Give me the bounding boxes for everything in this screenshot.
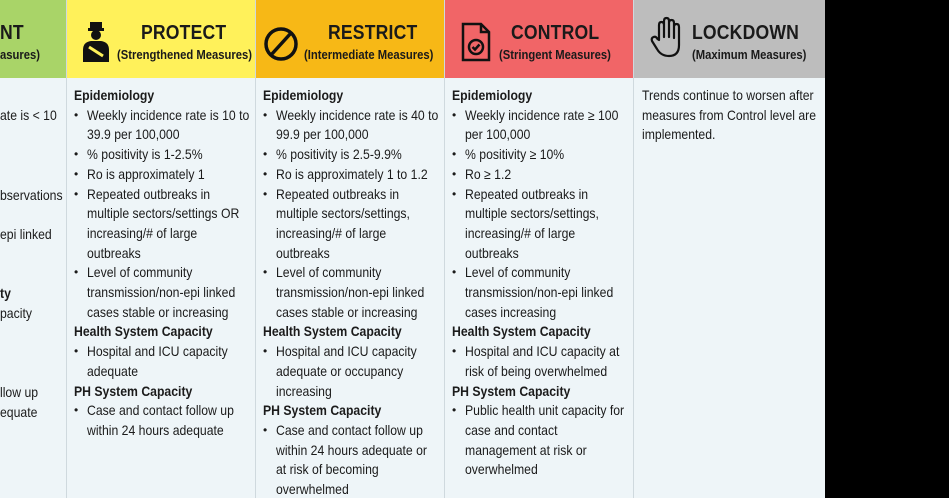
protect-epi-list (74, 106, 254, 323)
column-partial (0, 0, 66, 498)
guard-icon (77, 20, 115, 64)
partial-line: ty (0, 286, 11, 301)
header-protect-subtitle: (Strengthened Measures) (117, 48, 253, 62)
list-item: • % positivity is 2.5-9.9% (263, 145, 443, 165)
control-hs-list (452, 342, 632, 381)
restrict-hs-heading: Health System Capacity (263, 324, 402, 340)
control-hs-heading: Health System Capacity (452, 324, 591, 340)
partial-line: pacity (0, 306, 32, 321)
list-item: • Hospital and ICU capacity adequate (74, 342, 254, 381)
control-epi-heading: Epidemiology (452, 88, 533, 103)
list-item: • Ro is approximately 1 (74, 165, 254, 185)
partial-line: llow up (0, 385, 39, 400)
list-item: • Ro is approximately 1 to 1.2 (263, 165, 443, 185)
header-restrict-subtitle: (Intermediate Measures) (304, 48, 434, 62)
list-item: • Case and contact follow up within 24 hours adequate (74, 401, 254, 440)
protect-epi-heading: Epidemiology (74, 88, 155, 103)
protect-hs-heading: Health System Capacity (74, 324, 213, 340)
list-item: • Public health unit capacity for case and contact management at risk or overwhelmed (452, 401, 632, 480)
column-restrict (255, 0, 445, 498)
lockdown-line: measures from Control level are (642, 107, 817, 123)
header-lockdown-subtitle: (Maximum Measures) (692, 48, 807, 62)
protect-hs-list (74, 342, 254, 381)
header-protect (67, 0, 256, 78)
list-item: • % positivity ≥ 10% (452, 145, 632, 165)
lockdown-line: Trends continue to worsen after (642, 88, 814, 103)
header-lockdown-title: LOCKDOWN (692, 22, 800, 44)
restrict-epi-list (263, 106, 443, 323)
header-partial-title: NT (0, 22, 24, 44)
header-protect-title: PROTECT (141, 22, 227, 44)
list-item: • Repeated outbreaks in multiple sectors/settings, increasing/# of large outbreaks (263, 185, 443, 264)
restrict-ph-list (263, 421, 443, 498)
header-restrict (256, 0, 445, 78)
list-item: • Hospital and ICU capacity adequate or occupancy increasing (263, 342, 443, 401)
list-item: • Weekly incidence rate is 10 to 39.9 per 100,000 (74, 106, 254, 145)
list-item: • Hospital and ICU capacity at risk of being overwhelmed (452, 342, 632, 381)
partial-line: epi linked (0, 227, 52, 242)
document-check-icon (457, 20, 495, 64)
header-partial (0, 0, 66, 78)
restrict-ph-heading: PH System Capacity (263, 403, 382, 419)
hand-stop-icon (648, 16, 686, 60)
list-item: • Repeated outbreaks in multiple sectors/settings, increasing/# of large outbreaks (452, 185, 632, 264)
protect-ph-heading: PH System Capacity (74, 383, 193, 399)
partial-line: bservations (0, 188, 63, 203)
list-item: • Level of community transmission/non-epi linked cases stable or increasing (74, 263, 254, 322)
control-epi-list (452, 106, 632, 323)
header-partial-subtitle: asures) (0, 48, 41, 62)
partial-line: ate is < 10 (0, 108, 57, 123)
header-restrict-title: RESTRICT (328, 22, 418, 44)
restrict-epi-heading: Epidemiology (263, 88, 344, 103)
lockdown-line: implemented. (642, 127, 716, 143)
restrict-hs-list (263, 342, 443, 401)
header-lockdown (634, 0, 825, 78)
header-control-title: CONTROL (511, 22, 600, 44)
header-control-subtitle: (Stringent Measures) (499, 48, 611, 62)
list-item: • Case and contact follow up within 24 hours adequate or at risk of becoming overwhelmed (263, 421, 443, 498)
list-item: • Level of community transmission/non-epi linked cases increasing (452, 263, 632, 322)
list-item: • Ro ≥ 1.2 (452, 165, 632, 185)
column-control (444, 0, 634, 498)
prohibited-icon (262, 20, 300, 64)
list-item: • % positivity is 1-2.5% (74, 145, 254, 165)
header-control (445, 0, 634, 78)
control-ph-list (452, 401, 632, 480)
protect-ph-list (74, 401, 254, 440)
restrict-body (263, 86, 443, 498)
control-ph-heading: PH System Capacity (452, 383, 571, 399)
protect-body (74, 86, 254, 441)
control-body (452, 86, 632, 480)
list-item: • Weekly incidence rate ≥ 100 per 100,000 (452, 106, 632, 145)
column-lockdown (633, 0, 825, 498)
list-item: • Repeated outbreaks in multiple sectors/settings OR increasing/# of large outbreaks (74, 185, 254, 264)
list-item: • Level of community transmission/non-epi linked cases stable or increasing (263, 263, 443, 322)
lockdown-body (642, 86, 822, 145)
partial-line: equate (0, 405, 38, 420)
column-protect (66, 0, 256, 498)
list-item: • Weekly incidence rate is 40 to 99.9 per 100,000 (263, 106, 443, 145)
